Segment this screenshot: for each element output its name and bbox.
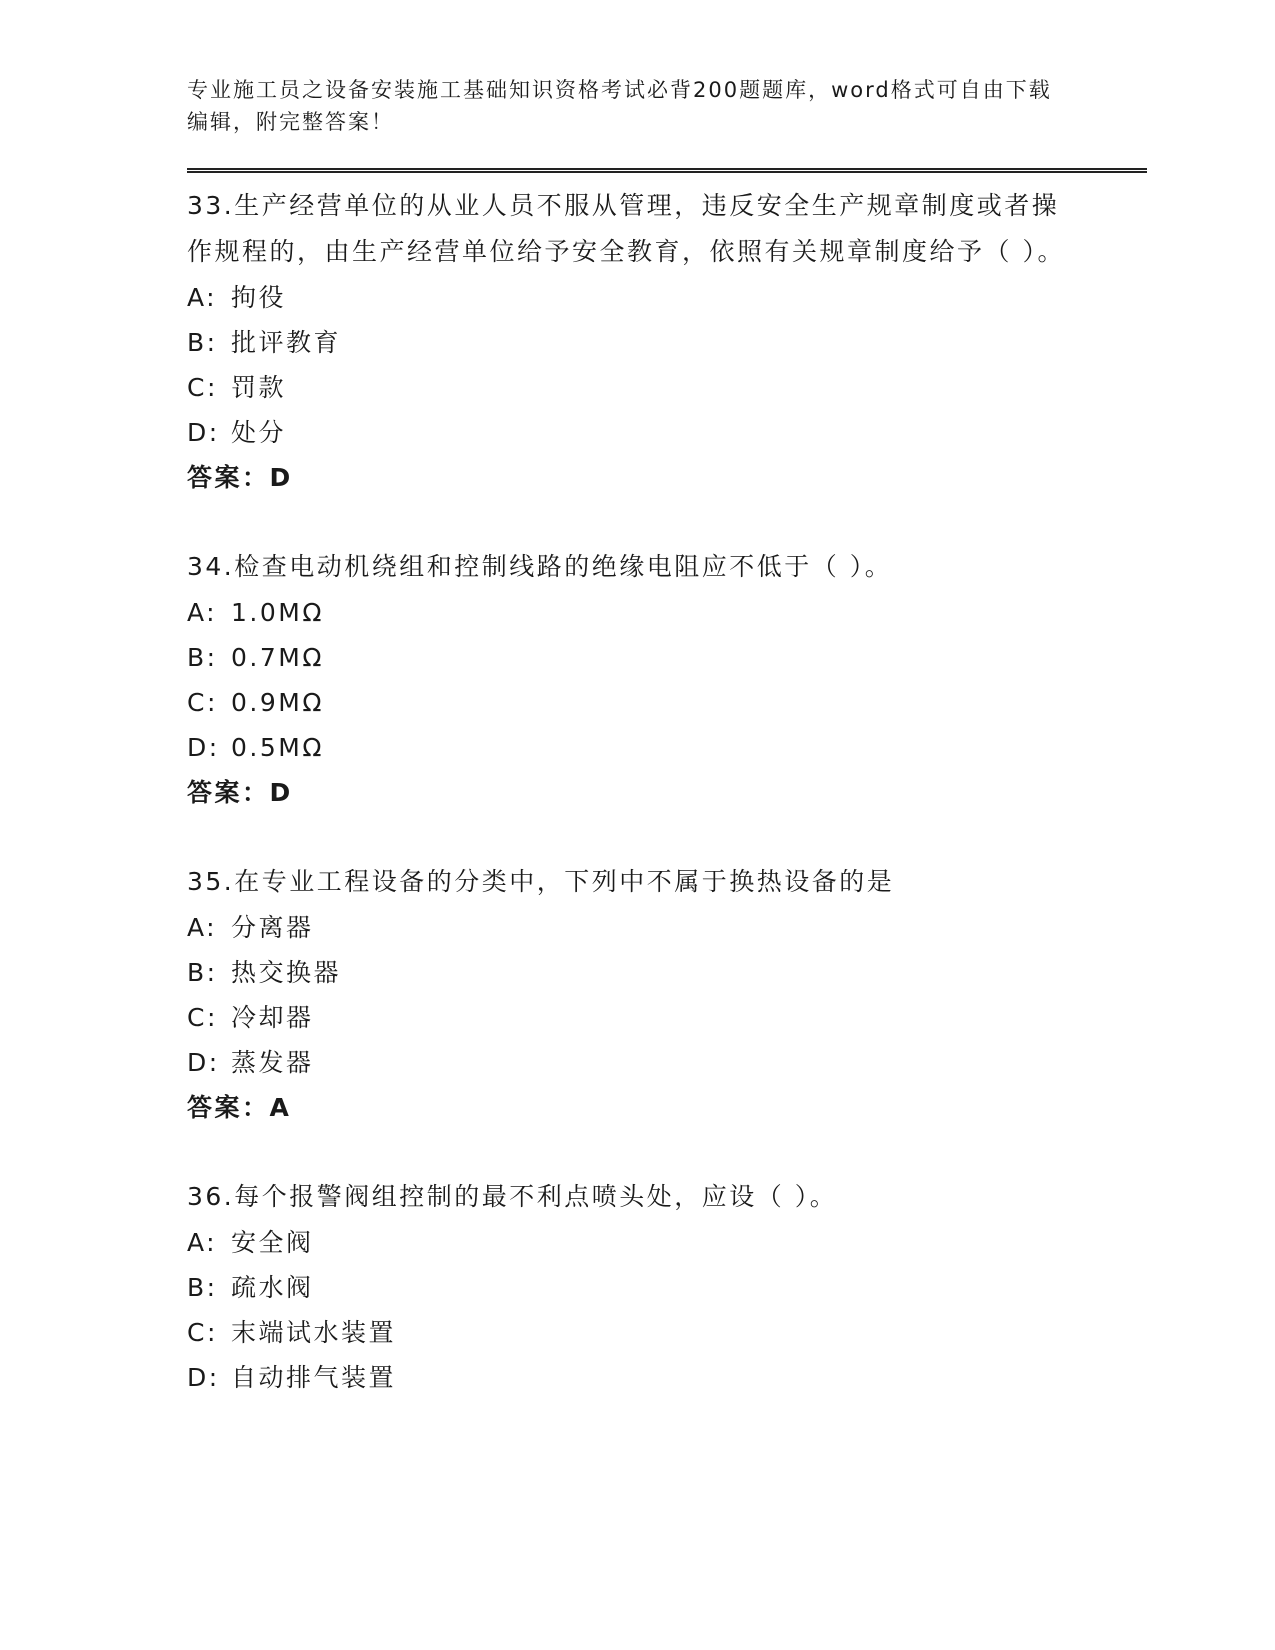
option-d [187, 725, 1147, 770]
question-33 [187, 183, 1147, 500]
option-text: 0.7MΩ [231, 643, 324, 672]
option-text: 蒸发器 [231, 1048, 314, 1077]
option-c [187, 1310, 1147, 1355]
option-text: 疏水阀 [231, 1273, 314, 1302]
option-a [187, 1220, 1147, 1265]
document-header: 专业施工员之设备安装施工基础知识资格考试必背200题题库，word格式可自由下载编辑，附完整答案！ [187, 78, 1052, 134]
option-letter: D: [187, 418, 220, 447]
option-text: 0.9MΩ [231, 688, 324, 717]
option-d [187, 1355, 1147, 1400]
option-letter: D: [187, 1363, 220, 1392]
option-a [187, 905, 1147, 950]
option-text: 批评教育 [231, 328, 342, 357]
option-b [187, 635, 1147, 680]
option-letter: A: [187, 598, 218, 627]
option-letter: B: [187, 958, 218, 987]
header-divider [187, 168, 1147, 173]
option-b [187, 1265, 1147, 1310]
option-text: 拘役 [231, 283, 287, 312]
option-text: 处分 [231, 418, 287, 447]
option-text: 分离器 [231, 913, 314, 942]
question-list [187, 183, 1147, 1400]
option-d [187, 410, 1147, 455]
option-letter: C: [187, 373, 218, 402]
answer-line: 答案：D [187, 463, 293, 492]
option-c [187, 365, 1147, 410]
answer-line: 答案：A [187, 1093, 292, 1122]
option-a [187, 590, 1147, 635]
option-letter: C: [187, 1318, 218, 1347]
option-letter: D: [187, 733, 220, 762]
document-page [187, 74, 1147, 1444]
option-text: 罚款 [231, 373, 287, 402]
option-b [187, 950, 1147, 995]
question-stem: 35.在专业工程设备的分类中，下列中不属于换热设备的是 [187, 867, 895, 896]
question-stem: 34.检查电动机绕组和控制线路的绝缘电阻应不低于（ ）。 [187, 552, 893, 581]
option-d [187, 1040, 1147, 1085]
option-letter: A: [187, 283, 218, 312]
option-letter: C: [187, 688, 218, 717]
question-stem: 33.生产经营单位的从业人员不服从管理，违反安全生产规章制度或者操作规程的，由生产经营单位给予安全教育，依照有关规章制度给予（ ）。 [187, 191, 1065, 266]
option-text: 热交换器 [231, 958, 342, 987]
option-text: 1.0MΩ [231, 598, 324, 627]
option-c [187, 995, 1147, 1040]
option-text: 末端试水装置 [231, 1318, 397, 1347]
option-letter: A: [187, 913, 218, 942]
option-letter: C: [187, 1003, 218, 1032]
option-letter: B: [187, 1273, 218, 1302]
option-c [187, 680, 1147, 725]
question-36 [187, 1174, 1147, 1400]
answer-line: 答案：D [187, 778, 293, 807]
option-a [187, 275, 1147, 320]
option-letter: B: [187, 328, 218, 357]
option-letter: D: [187, 1048, 220, 1077]
option-letter: A: [187, 1228, 218, 1257]
question-stem: 36.每个报警阀组控制的最不利点喷头处，应设（ ）。 [187, 1182, 838, 1211]
question-34 [187, 544, 1147, 815]
option-b [187, 320, 1147, 365]
option-text: 安全阀 [231, 1228, 314, 1257]
option-letter: B: [187, 643, 218, 672]
question-35 [187, 859, 1147, 1130]
option-text: 自动排气装置 [231, 1363, 397, 1392]
option-text: 冷却器 [231, 1003, 314, 1032]
option-text: 0.5MΩ [231, 733, 324, 762]
